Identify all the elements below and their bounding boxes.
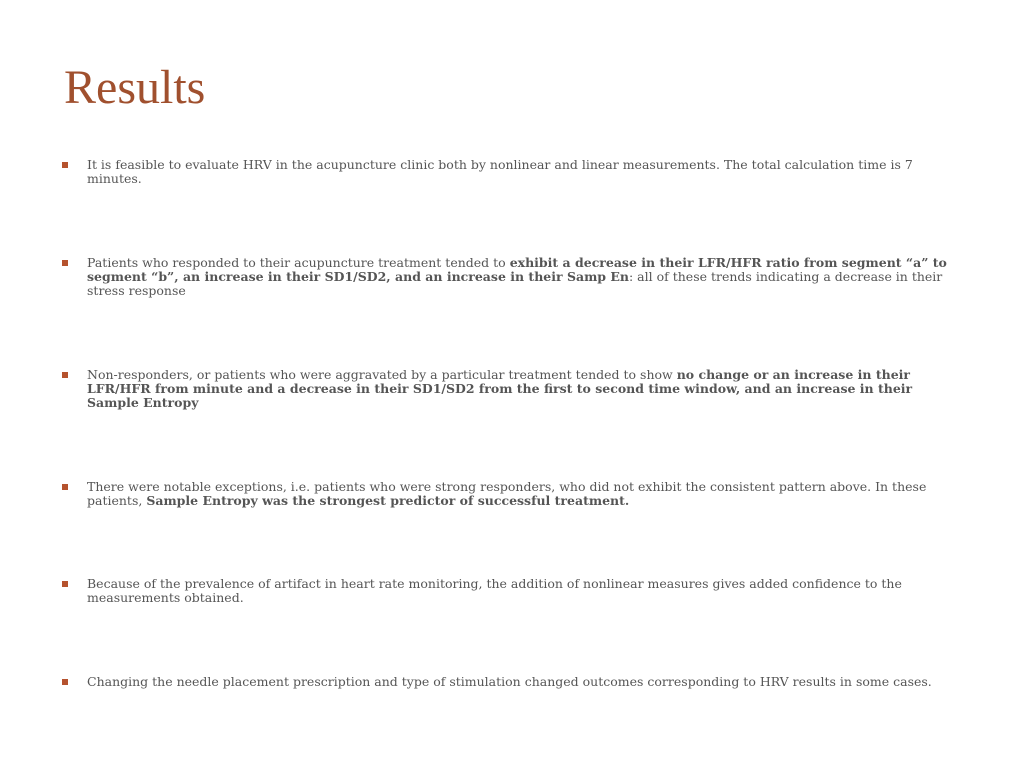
text-run: Non-responders, or patients who were aggravated by a particular treatment tended to show — [87, 367, 677, 382]
bullet-text — [87, 675, 957, 689]
text-run: Patients who responded to their acupuncture treatment tended to — [87, 255, 510, 270]
square-bullet-icon — [62, 484, 68, 490]
bullet-text — [87, 368, 957, 410]
slide-title: Results — [64, 61, 206, 114]
text-run-bold: no change or an increase in their LFR/HFR from minute and a decrease in their SD1/SD2 from the first to second time window, and an increase in their Sample Entropy — [87, 367, 913, 410]
bullet-text — [87, 480, 957, 508]
square-bullet-icon — [62, 260, 68, 266]
square-bullet-icon — [62, 162, 68, 168]
text-run: : all of these trends indicating a decrease in their stress response — [87, 269, 943, 298]
bullet-text — [87, 256, 957, 298]
text-run-bold: exhibit a decrease in their LFR/HFR ratio from segment “a” to segment “b”, an increase in their SD1/SD2, and an increase in their Samp En — [87, 255, 947, 284]
square-bullet-icon — [62, 372, 68, 378]
bullet-text — [87, 158, 957, 186]
text-run: There were notable exceptions, i.e. patients who were strong responders, who did not exhibit the consistent pattern above. In these patients, — [87, 479, 927, 508]
bullet-text — [87, 577, 957, 605]
text-run: It is feasible to evaluate HRV in the acupuncture clinic both by nonlinear and linear measurements. The total calculation time is 7 minutes. — [87, 157, 913, 186]
text-run: Because of the prevalence of artifact in heart rate monitoring, the addition of nonlinear measures gives added confidence to the measurements obtained. — [87, 576, 902, 605]
text-run-bold: Sample Entropy was the strongest predictor of successful treatment. — [146, 493, 630, 508]
square-bullet-icon — [62, 679, 68, 685]
square-bullet-icon — [62, 581, 68, 587]
text-run: Changing the needle placement prescription and type of stimulation changed outcomes corresponding to HRV results in some cases. — [87, 674, 932, 689]
